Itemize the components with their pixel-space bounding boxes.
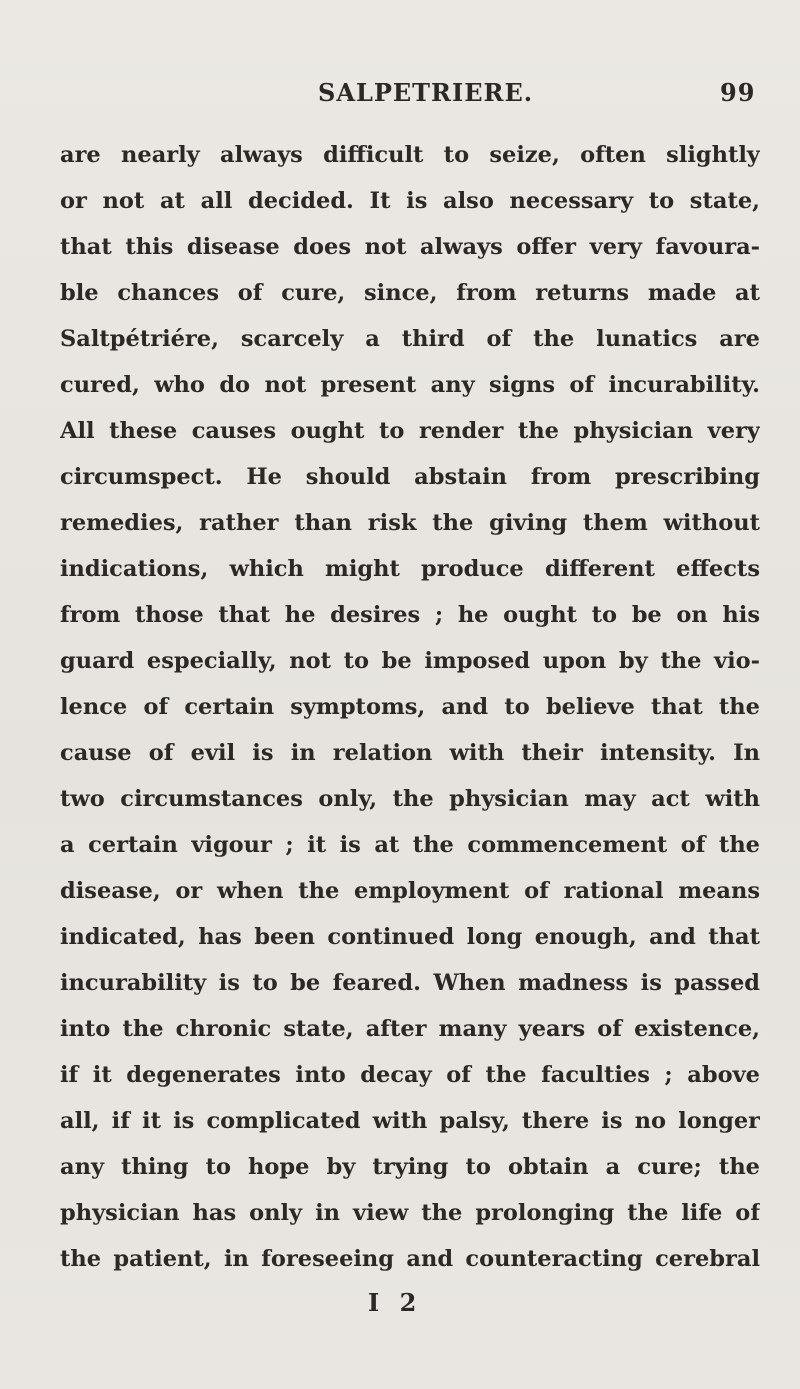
text-line: indicated, has been continued long enough, and that <box>60 924 760 950</box>
signature-mark: I 2 <box>368 1288 423 1317</box>
text-line: are nearly always difficult to seize, often slightly <box>60 142 760 168</box>
text-line: disease, or when the employment of rational means <box>60 878 760 904</box>
text-line: remedies, rather than risk the giving them without <box>60 510 760 536</box>
text-line: guard especially, not to be imposed upon by the vio- <box>60 648 760 674</box>
text-line: cured, who do not present any signs of incurability. <box>60 372 760 398</box>
text-line: into the chronic state, after many years of existence, <box>60 1016 760 1042</box>
text-line: that this disease does not always offer very favoura- <box>60 234 760 260</box>
text-line: incurability is to be feared. When madness is passed <box>60 970 760 996</box>
text-line: Saltpétriére, scarcely a third of the lunatics are <box>60 326 760 352</box>
text-line: two circumstances only, the physician may act with <box>60 786 760 812</box>
text-line: or not at all decided. It is also necessary to state, <box>60 188 760 214</box>
text-line: a certain vigour ; it is at the commencement of the <box>60 832 760 858</box>
text-line: circumspect. He should abstain from prescribing <box>60 464 760 490</box>
text-line: all, if it is complicated with palsy, there is no longer <box>60 1108 760 1134</box>
text-line: if it degenerates into decay of the faculties ; above <box>60 1062 760 1088</box>
text-line: indications, which might produce different effects <box>60 556 760 582</box>
text-line: any thing to hope by trying to obtain a cure; the <box>60 1154 760 1180</box>
text-line: from those that he desires ; he ought to be on his <box>60 602 760 628</box>
text-line: cause of evil is in relation with their intensity. In <box>60 740 760 766</box>
running-title: SALPETRIERE. <box>318 78 534 107</box>
page-number: 99 <box>720 78 756 107</box>
text-line: physician has only in view the prolonging the life of <box>60 1200 760 1226</box>
running-head <box>0 78 800 108</box>
text-line: All these causes ought to render the physician very <box>60 418 760 444</box>
body-text <box>60 132 760 1282</box>
text-line: ble chances of cure, since, from returns made at <box>60 280 760 306</box>
text-line: lence of certain symptoms, and to believe that the <box>60 694 760 720</box>
text-line: the patient, in foreseeing and counteracting cerebral <box>60 1246 760 1272</box>
